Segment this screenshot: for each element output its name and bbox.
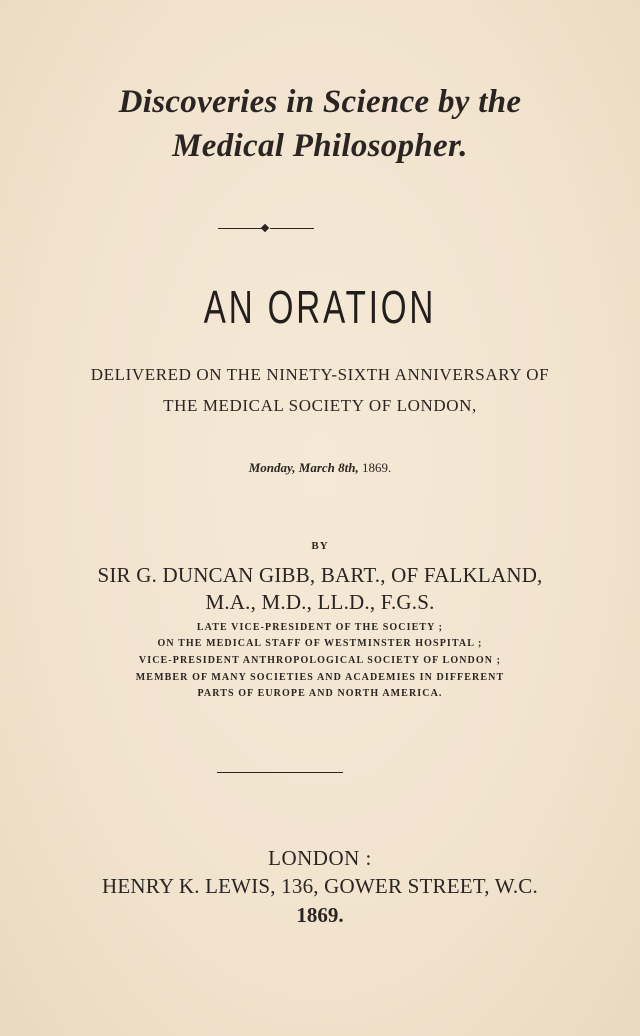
oration-heading: AN ORATION (203, 281, 437, 333)
divider-rule (217, 772, 343, 773)
author-degrees: M.A., M.D., LL.D., F.G.S. (205, 590, 435, 614)
ornament-bar-left (218, 228, 262, 229)
title-line-2: Medical Philosopher. (172, 128, 468, 164)
imprint-city: LONDON : (268, 846, 372, 870)
date-year: 1869. (362, 460, 392, 475)
credential-line: ON THE MEDICAL STAFF OF WESTMINSTER HOSPITAL ; (157, 638, 483, 649)
title-line-1: Discoveries in Science by the (118, 84, 522, 120)
credential-line: LATE VICE-PRESIDENT OF THE SOCIETY ; (196, 622, 444, 633)
imprint-year: 1869. (296, 903, 344, 927)
date-day-month: Monday, March 8th, (248, 460, 359, 475)
ornament-bar-right (270, 228, 314, 229)
ornament-diamond-icon (261, 224, 269, 232)
credential-line: MEMBER OF MANY SOCIETIES AND ACADEMIES IN DIFFERENT (135, 672, 505, 683)
by-label: BY (311, 540, 329, 552)
credential-line: VICE-PRESIDENT ANTHROPOLOGICAL SOCIETY OF LONDON ; (138, 655, 502, 666)
oration-date (0, 460, 640, 476)
author-name: SIR G. DUNCAN GIBB, BART., OF FALKLAND, (97, 563, 543, 587)
imprint-publisher: HENRY K. LEWIS, 136, GOWER STREET, W.C. (102, 874, 538, 898)
delivered-line-2: THE MEDICAL SOCIETY OF LONDON, (163, 396, 477, 415)
credential-line: PARTS OF EUROPE AND NORTH AMERICA. (197, 688, 443, 699)
delivered-line-1: DELIVERED ON THE NINETY-SIXTH ANNIVERSARY OF (90, 365, 550, 384)
ornamental-rule-icon (218, 222, 314, 234)
